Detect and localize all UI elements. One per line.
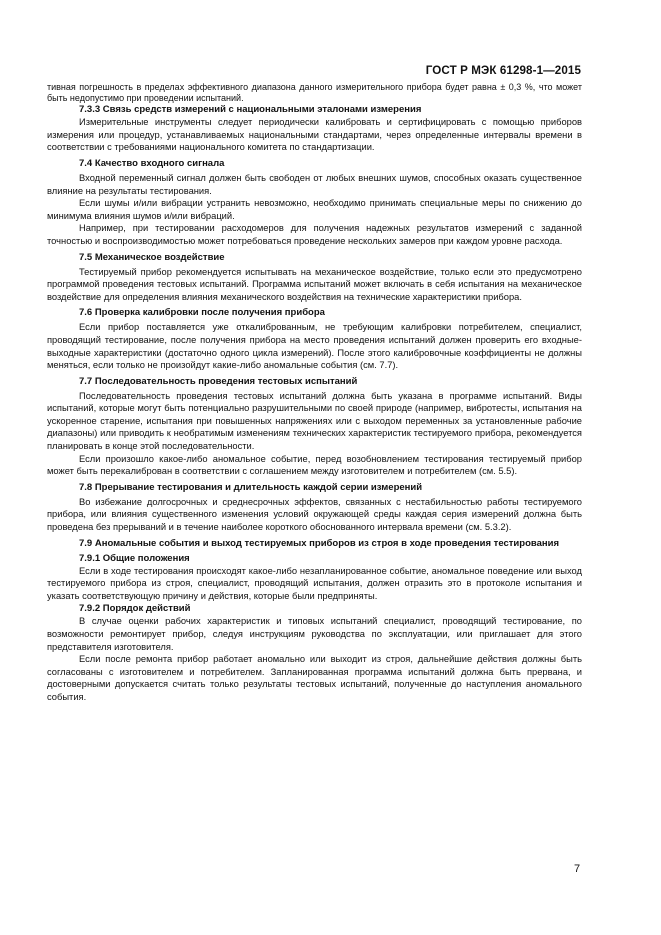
document-body xyxy=(47,82,582,704)
paragraph: Если шумы и/или вибрации устранить невозможно, необходимо принимать специальные меры по снижению до минимума влияния шумов и/или вибраций. xyxy=(47,198,582,221)
section-heading: 7.7 Последовательность проведения тестовых испытаний xyxy=(79,375,358,387)
paragraph: тивная погрешность в пределах эффективного диапазона данного измерительного прибора будет равна ± 0,3 %, что может быть недопустимо при проведении испытаний. xyxy=(47,82,582,103)
paragraph: Например, при тестировании расходомеров для получения надежных результатов измерений с заданной точностью и воспроизводимостью может потребоваться проведение нескольких замеров при каждом уровне расхода. xyxy=(47,223,582,246)
subsection-heading: 7.9.1 Общие положения xyxy=(79,552,190,564)
paragraph: Если прибор поставляется уже откалиброванным, не требующим калибровки потребителем, специалист, проводящий тестирование, после получения прибора на место проведения испытаний должен проверить его входные-выходные характеристики (достаточно одного цикла измерений). После этого калибровочные коэффициенты не должны меняться, если только не произойдут какие-либо аномальные события (см. 7.7). xyxy=(47,322,582,371)
section-heading: 7.3.3 Связь средств измерений с национальными эталонами измерения xyxy=(79,104,422,116)
paragraph: Последовательность проведения тестовых испытаний должна быть указана в программе испытаний. Виды испытаний, которые могут быть потенциально разрушительными по своей природе (например, вибротесты, испытания на ускоренное старение, испытания при повышенных напряжениях или с выходом переменных за установленные рабочие диапазоны) или приводить к необратимым изменениям технических характеристик тестируемого прибора, рекомендуется планировать в конце этой последовательности. xyxy=(47,390,582,452)
section-heading: 7.8 Прерывание тестирования и длительность каждой серии измерений xyxy=(79,481,423,493)
paragraph: Тестируемый прибор рекомендуется испытывать на механическое воздействие, только если это предусмотрено программой проведения тестовых испытаний. Программа испытаний может включать в себя испытания на механическое воздействие для определения влияния механического воздействия на технические характеристики прибора. xyxy=(47,266,582,302)
section-heading: 7.5 Механическое воздействие xyxy=(79,251,225,263)
paragraph: В случае оценки рабочих характеристик и типовых испытаний специалист, проводящий тестирование, по возможности ремонтирует прибор, следуя инструкциям руководства по эксплуатации, или приглашает для этого представителя изготовителя. xyxy=(47,616,582,652)
page-number: 7 xyxy=(574,863,581,875)
section-heading: 7.6 Проверка калибровки после получения прибора xyxy=(79,307,325,319)
paragraph: Во избежание долгосрочных и среднесрочных эффектов, связанных с нестабильностью работы тестируемого прибора, или влияния существенного изменения условий окружающей среды каждая серия измерений должна быть проведена без прерываний и в течение наиболее короткого обоснованного интервала времени (см. 5.3.2). xyxy=(47,496,582,533)
subsection-heading: 7.9.2 Порядок действий xyxy=(79,603,191,615)
section-heading: 7.9 Аномальные события и выход тестируемых приборов из строя в ходе проведения тестирования xyxy=(79,537,559,549)
paragraph: Измерительные инструменты следует периодически калибровать и сертифицировать с помощью приборов измерения или процедур, устанавливаемых национальными стандартами, через определенные интервалы времени в соответствии с требованиями национального комитета по стандартизации. xyxy=(47,117,582,153)
paragraph: Входной переменный сигнал должен быть свободен от любых внешних шумов, способных оказать существенное влияние на результаты тестирования. xyxy=(47,172,582,196)
paragraph: Если в ходе тестирования происходят какое-либо незапланированное событие, аномальное поведение или выход тестируемого прибора из строя, специалист, проводящий испытания, должен отразить это в протоколе испытания и указать соответствующую причину и действия, которые были предприняты. xyxy=(47,565,582,601)
section-heading: 7.4 Качество входного сигнала xyxy=(79,157,225,169)
paragraph: Если после ремонта прибор работает аномально или выходит из строя, дальнейшие действия должны быть согласованы с изготовителем и потребителем. Запланированная программа испытаний должна быть прервана, и достоверными допускается считать только результаты тестовых испытаний, полученные до наступления аномального события. xyxy=(47,654,582,702)
standard-header: ГОСТ Р МЭК 61298-1—2015 xyxy=(425,64,581,77)
paragraph: Если произошло какое-либо аномальное событие, перед возобновлением тестирования тестируемый прибор может быть перекалиброван в соответствии с соглашением между изготовителем и потребителем (см. 5.5). xyxy=(47,453,582,477)
